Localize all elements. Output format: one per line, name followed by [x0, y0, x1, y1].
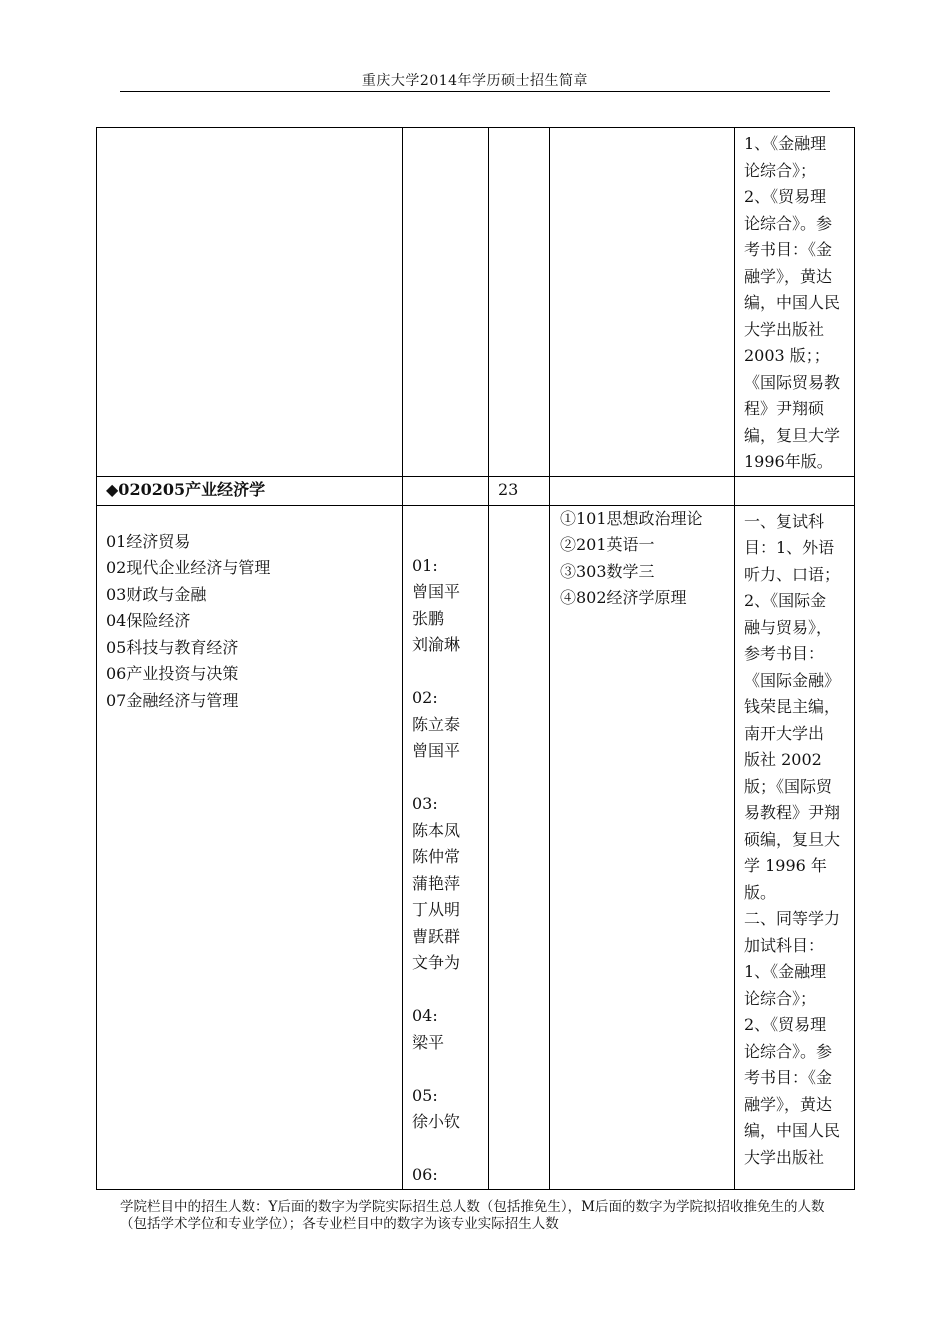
cell-empty	[97, 128, 403, 477]
advisor-name: 文争为	[412, 953, 461, 972]
reference-line: 2003 版；；	[744, 346, 830, 365]
cell-advisors	[403, 505, 489, 1189]
exam-subject-list	[550, 506, 734, 612]
advisor-direction-code: 05:	[412, 1085, 438, 1105]
reference-line: 版；《国际贸	[744, 776, 833, 796]
reference-line: 融与贸易》，	[744, 617, 833, 637]
reference-line: 目：1、外语	[744, 538, 835, 557]
advisor-name: 曾国平	[412, 741, 461, 760]
cell-empty	[403, 128, 489, 477]
direction-item: 06产业投资与决策	[106, 664, 239, 683]
reference-line: 1996年版。	[744, 452, 833, 471]
cell-reference	[735, 505, 855, 1189]
cell-empty	[550, 128, 735, 477]
direction-list	[97, 506, 402, 715]
advisor-direction-code: 02:	[412, 688, 438, 707]
reference-line: 《国际金融》	[744, 670, 841, 690]
reference-line: 1、《金融理	[744, 962, 827, 981]
reference-line: 融学》，黄达	[744, 266, 833, 286]
advisor-group-gap	[412, 765, 488, 792]
reference-line: 编，复旦大学	[744, 425, 841, 445]
direction-item: 03财政与金融	[106, 584, 207, 604]
reference-line: 二、同等学力	[744, 909, 841, 928]
advisor-list	[403, 506, 488, 1189]
reference-line: 学 1996 年	[744, 856, 827, 875]
exam-subject-item: ①101思想政治理论	[560, 508, 703, 528]
specialty-name: ◆020205产业经济学	[106, 479, 266, 499]
reference-line: 钱荣昆主编，	[744, 697, 841, 716]
reference-line: 南开大学出	[744, 723, 825, 743]
cell-empty	[735, 476, 855, 505]
reference-line: 考书目：《金	[744, 1068, 833, 1087]
advisor-direction-code: 03:	[412, 794, 438, 813]
specialty-count: 23	[498, 479, 519, 499]
reference-line: 论综合》。参	[744, 1041, 833, 1061]
reference-line: 易教程》尹翔	[744, 803, 841, 822]
reference-line: 论综合》；	[744, 160, 817, 180]
reference-line: 论综合》。参	[744, 213, 833, 233]
cell-empty	[403, 476, 489, 505]
reference-line: 论综合》；	[744, 988, 817, 1008]
advisor-name: 曾国平	[412, 582, 461, 601]
advisor-direction-code: 04:	[412, 1006, 438, 1025]
reference-line: 版。	[744, 882, 777, 902]
direction-item: 04保险经济	[106, 611, 191, 630]
advisor-group-gap	[412, 1136, 488, 1163]
reference-line: 2、《贸易理	[744, 187, 827, 206]
advisor-name: 刘渝琳	[412, 635, 461, 654]
advisor-group-gap	[412, 977, 488, 1004]
reference-line: 听力、口语；	[744, 564, 841, 584]
advisor-group-gap	[412, 1056, 488, 1083]
page-header: 重庆大学2014年学历硕士招生简章	[361, 73, 589, 89]
reference-line: 大学出版社	[744, 1147, 825, 1167]
cell-empty	[489, 128, 550, 477]
reference-line: 1、《金融理	[744, 134, 827, 153]
advisor-name: 陈立泰	[412, 714, 461, 734]
advisor-name: 陈仲常	[412, 847, 461, 866]
reference-line: 2、《贸易理	[744, 1015, 827, 1034]
cell-count	[489, 476, 550, 505]
cell-specialty	[97, 476, 403, 505]
reference-line: 2、《国际金	[744, 591, 827, 610]
advisor-direction-code: 06:	[412, 1165, 438, 1184]
table-row-details	[97, 505, 855, 1189]
advisor-name: 徐小钦	[412, 1112, 461, 1131]
exam-subject-item: ②201英语一	[560, 535, 655, 554]
reference-line: 加试科目：	[744, 935, 825, 955]
cell-directions	[97, 505, 403, 1189]
table-row-specialty	[97, 476, 855, 505]
cell-empty	[489, 505, 550, 1189]
advisor-name: 丁从明	[412, 900, 461, 919]
admissions-table	[96, 127, 855, 1190]
reference-line: 融学》，黄达	[744, 1094, 833, 1114]
cell-empty	[550, 476, 735, 505]
advisor-group-gap	[412, 659, 488, 686]
reference-line: 编，中国人民	[744, 1121, 841, 1140]
cell-reference-continued	[735, 128, 855, 477]
reference-line: 程》尹翔硕	[744, 399, 825, 418]
table-row-continued	[97, 128, 855, 477]
advisor-name: 梁平	[412, 1032, 445, 1052]
advisor-name: 陈本凤	[412, 820, 461, 840]
exam-subject-item: ③303数学三	[560, 561, 655, 581]
advisor-name: 曹跃群	[412, 926, 461, 946]
direction-item: 07金融经济与管理	[106, 690, 239, 710]
reference-text	[735, 506, 854, 1172]
header-rule	[120, 91, 830, 92]
reference-line: 版社 2002	[744, 750, 822, 769]
advisor-name: 张鹏	[412, 608, 445, 628]
advisor-direction-code: 01:	[412, 555, 438, 575]
reference-line: 《国际贸易教	[744, 372, 841, 392]
reference-line: 参考书目：	[744, 644, 825, 663]
reference-line: 硕编，复旦大	[744, 829, 841, 849]
cell-subjects	[550, 505, 735, 1189]
direction-item: 02现代企业经济与管理	[106, 558, 271, 577]
footer-note: 学院栏目中的招生人数：Y后面的数字为学院实际招生总人数（包括推免生），M后面的数字为学院拟招收推免生的人数（包括学术学位和专业学位）；各专业栏目中的数字为该专业实际招生人数	[120, 1199, 825, 1232]
reference-line: 一、复试科	[744, 511, 825, 531]
direction-item: 05科技与教育经济	[106, 637, 239, 657]
reference-line: 编，中国人民	[744, 293, 841, 312]
reference-line: 大学出版社	[744, 319, 825, 339]
exam-subject-item: ④802经济学原理	[560, 588, 687, 607]
reference-line: 考书目：《金	[744, 240, 833, 259]
advisor-name: 蒲艳萍	[412, 873, 461, 893]
reference-text	[735, 128, 854, 476]
direction-item: 01经济贸易	[106, 531, 191, 551]
